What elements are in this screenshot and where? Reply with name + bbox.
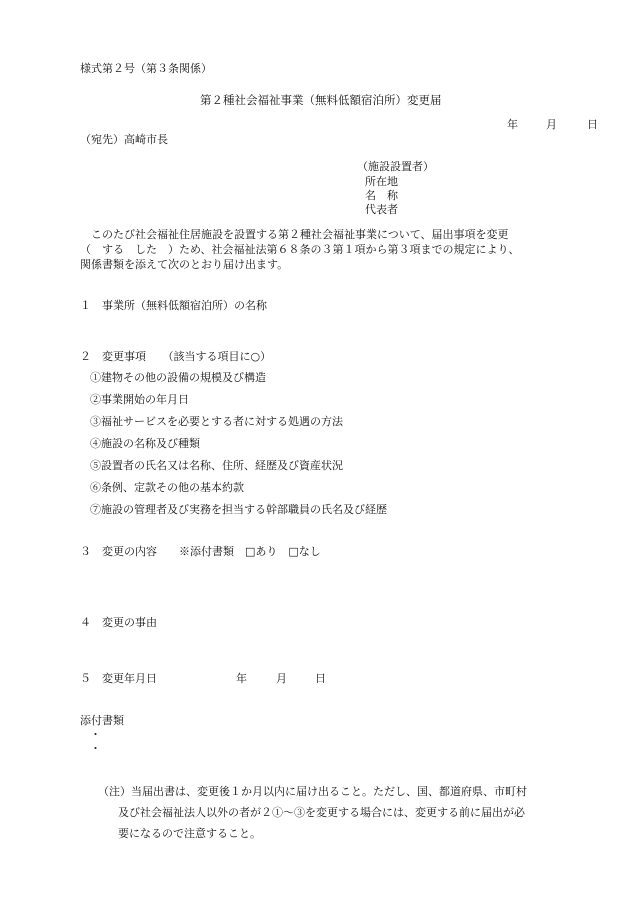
change-item-2: ②事業開始の年月日 [90, 393, 189, 406]
change-item-7: ⑦施設の管理者及び実務を担当する幹部職員の氏名及び経歴 [90, 503, 387, 516]
note-line-3: 要になるので注意すること。 [118, 827, 261, 840]
form-number: 様式第２号（第３条関係） [80, 62, 212, 75]
date-year: 年 [507, 118, 518, 131]
change-item-1: ①建物その他の設備の規模及び構造 [90, 371, 266, 384]
section-2-heading: ２ 変更事項 （該当する項目に○） [80, 350, 272, 363]
note-line-2: 及び社会福祉法人以外の者が２①～③を変更する場合には、変更する前に届出が必 [118, 806, 525, 819]
change-date-day: 日 [315, 672, 326, 685]
addressee: （宛先）高崎市長 [80, 133, 168, 146]
applicant-heading: （施設設置者） [357, 160, 434, 173]
intro-line-3: 関係書類を添えて次のとおり届け出ます。 [80, 258, 289, 271]
change-date-year: 年 [236, 672, 247, 685]
attachment-bullet-2: ・ [90, 742, 101, 755]
applicant-representative-label: 代表者 [365, 203, 398, 216]
date-month: 月 [546, 118, 557, 131]
section-1-heading: １ 事業所（無料低額宿泊所）の名称 [80, 299, 267, 312]
change-date-month: 月 [276, 672, 287, 685]
section-4-heading: ４ 変更の事由 [80, 616, 157, 629]
change-item-4: ④施設の名称及び種類 [90, 437, 200, 450]
date-day: 日 [587, 118, 598, 131]
section-3-heading: ３ 変更の内容 ※添付書類 □あり □なし [80, 545, 321, 558]
attachments-heading: 添付書類 [80, 714, 124, 727]
note-line-1: （注）当届出書は、変更後１か月以内に届け出ること。ただし、国、都道府県、市町村 [98, 785, 527, 798]
attachment-bullet-1: ・ [90, 728, 101, 741]
intro-line-1: このたび社会福祉住居施設を設置する第２種社会福祉事業について、届出事項を変更 [80, 228, 509, 241]
form-title: 第２種社会福祉事業（無料低額宿泊所）変更届 [200, 93, 442, 107]
intro-line-2: （ する した ）ため、社会福祉法第６８条の３第１項から第３項までの規定により、 [80, 243, 520, 256]
section-5-heading: ５ 変更年月日 [80, 672, 157, 685]
applicant-name-label: 名 称 [365, 189, 398, 202]
change-item-3: ③福祉サービスを必要とする者に対する処遇の方法 [90, 415, 343, 428]
change-item-6: ⑥条例、定款その他の基本約款 [90, 481, 244, 494]
change-item-5: ⑤設置者の氏名又は名称、住所、経歴及び資産状況 [90, 459, 343, 472]
applicant-location-label: 所在地 [365, 175, 398, 188]
